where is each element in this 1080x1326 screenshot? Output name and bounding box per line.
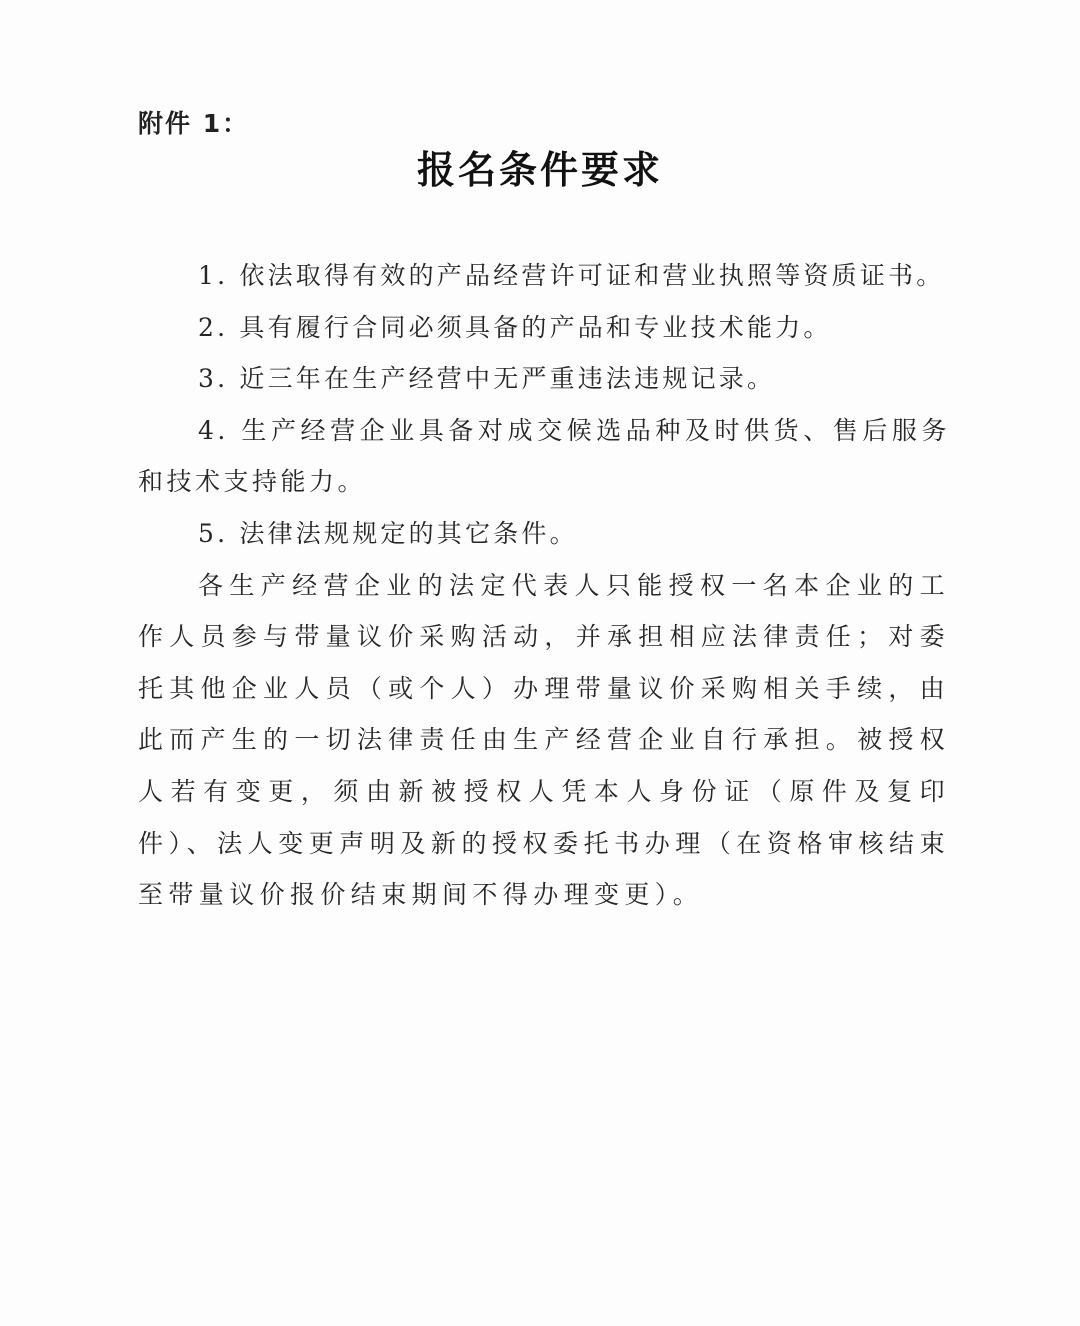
requirement-item-4: 4. 生产经营企业具备对成交候选品种及时供货、售后服务和技术支持能力。 (138, 415, 950, 497)
document-title: 报名条件要求 (416, 147, 663, 192)
requirement-item-3: 3. 近三年在生产经营中无严重违法违规记录。 (198, 364, 776, 394)
document-body (138, 250, 950, 921)
requirement-item-5: 5. 法律法规规定的其它条件。 (198, 518, 578, 548)
requirement-item-2: 2. 具有履行合同必须具备的产品和专业技术能力。 (198, 312, 832, 342)
attachment-label: 附件 1： (138, 109, 250, 138)
requirement-item-1: 1. 依法取得有效的产品经营许可证和营业执照等资质证书。 (198, 261, 945, 290)
authorization-paragraph: 各生产经营企业的法定代表人只能授权一名本企业的工作人员参与带量议价采购活动，并承担相应法律责任；对委托其他企业人员（或个人）办理带量议价采购相关手续，由此而产生的一切法律责任由生产经营企业自行承担。被授权人若有变更，须由新被授权人凭本人身份证（原件及复印件）、法人变更声明及新的授权委托书办理（在资格审核结束至带量议价报价结束期间不得办理变更）。 (138, 570, 950, 910)
